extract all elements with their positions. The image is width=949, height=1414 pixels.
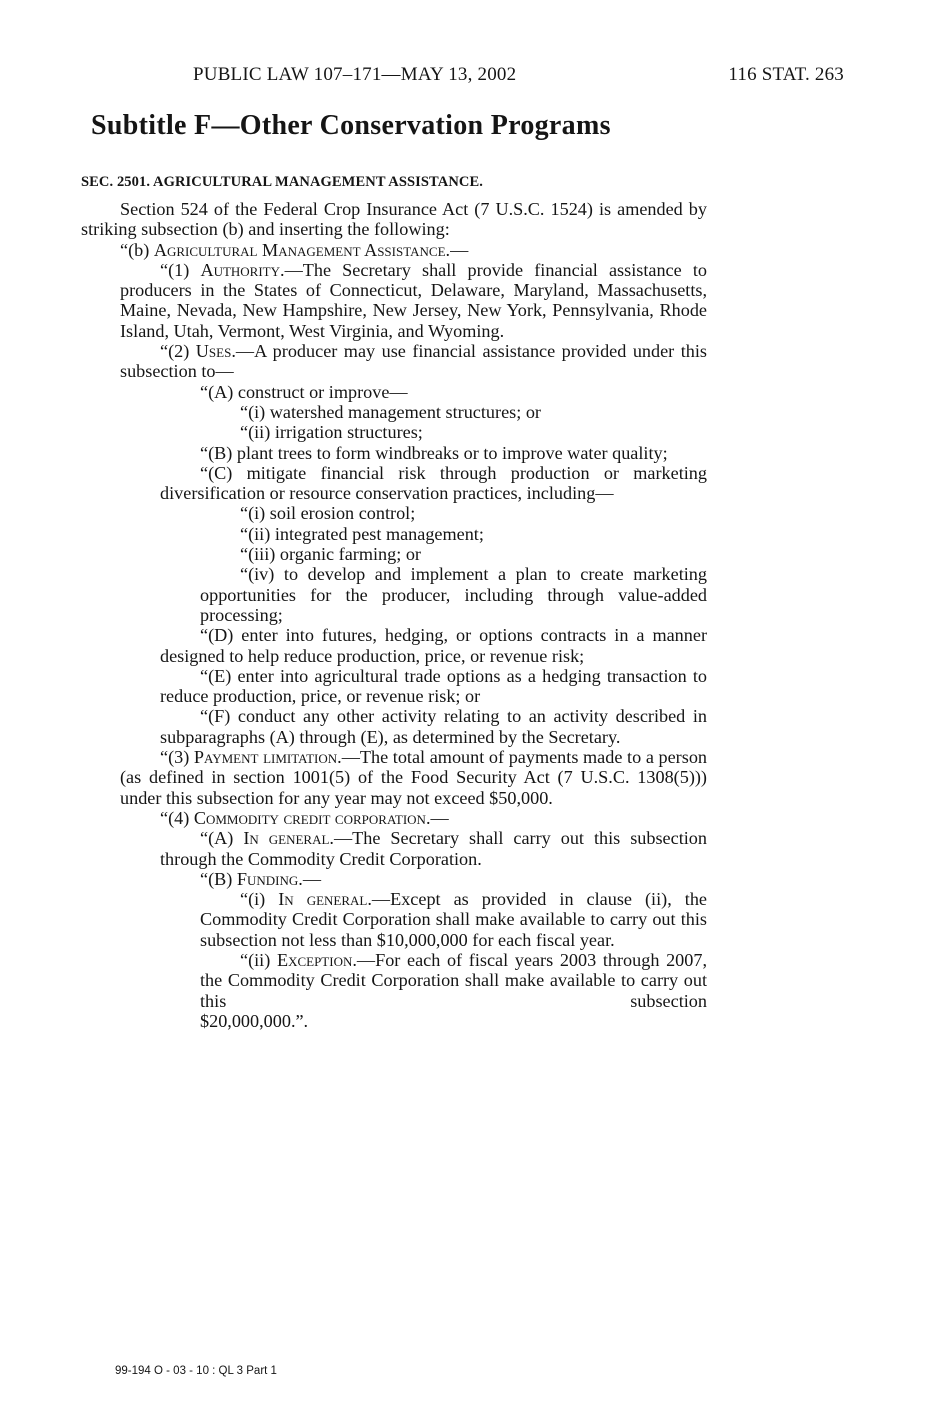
clause-c-i: “(i) soil erosion control;	[240, 503, 416, 524]
clause-a-i: “(i) watershed management structures; or	[240, 401, 541, 422]
clause-4b-ii-amount: $20,000,000.”.	[200, 1010, 309, 1031]
clause-c-iv: “(iv) to develop and implement a plan to create marketing opportunities for the producer, including through value-added processing;	[200, 564, 707, 625]
subparagraph-4a-in-general: “(A) In general.—The Secretary shall carry out this subsection through the Commodity Credit Corporation.	[160, 828, 707, 869]
page-number-stat: 116 STAT. 263	[728, 64, 844, 85]
paragraph-4-commodity-credit-corporation: “(4) Commodity credit corporation.—	[160, 807, 449, 828]
intro-paragraph: Section 524 of the Federal Crop Insurance Act (7 U.S.C. 1524) is amended by striking subsection (b) and inserting the following:	[81, 199, 707, 240]
clause-c-iii: “(iii) organic farming; or	[240, 544, 421, 565]
clause-4b-i-in-general: “(i) In general.—Except as provided in clause (ii), the Commodity Credit Corporation shall make available to carry out this subsection not less than $10,000,000 for each fiscal year.	[200, 889, 707, 950]
subparagraph-c: “(C) mitigate financial risk through production or marketing diversification or resource conservation practices, including—	[160, 462, 707, 504]
subparagraph-f: “(F) conduct any other activity relating to an activity described in subparagraphs (A) through (E), as determined by the Secretary.	[160, 706, 707, 747]
running-header-left: PUBLIC LAW 107–171—MAY 13, 2002	[193, 64, 517, 85]
subparagraph-a: “(A) construct or improve—	[200, 381, 408, 402]
subparagraph-b: “(B) plant trees to form windbreaks or to improve water quality;	[200, 442, 668, 463]
subsection-b-heading: “(b) Agricultural Management Assistance.—	[120, 239, 469, 260]
paragraph-2-uses: “(2) Uses.—A producer may use financial assistance provided under this subsection to—	[120, 341, 707, 382]
subparagraph-e: “(E) enter into agricultural trade options as a hedging transaction to reduce production, price, or revenue risk; or	[160, 665, 707, 707]
clause-4b-ii-exception: “(ii) Exception.—For each of fiscal years 2003 through 2007, the Commodity Credit Corporation shall make available to carry out this subsection	[200, 949, 707, 1011]
section-body	[0, 199, 949, 1031]
subparagraph-4b-funding: “(B) Funding.—	[200, 868, 321, 889]
subtitle-heading: Subtitle F—Other Conservation Programs	[91, 110, 611, 141]
print-job-code: 99-194 O - 03 - 10 : QL 3 Part 1	[115, 1365, 277, 1377]
paragraph-1-authority: “(1) Authority.—The Secretary shall provide financial assistance to producers in the States of Connecticut, Delaware, Maryland, Massachusetts, Maine, Nevada, New Hampshire, New Jersey, New York, Pennsylvania, Rhode Island, Utah, Vermont, West Virginia, and Wyoming.	[120, 259, 707, 341]
clause-c-ii: “(ii) integrated pest management;	[240, 523, 484, 544]
section-heading: SEC. 2501. AGRICULTURAL MANAGEMENT ASSISTANCE.	[81, 174, 483, 190]
subparagraph-d: “(D) enter into futures, hedging, or options contracts in a manner designed to help reduce production, price, or revenue risk;	[160, 625, 707, 666]
paragraph-3-payment-limitation: “(3) Payment limitation.—The total amount of payments made to a person (as defined in section 1001(5) of the Food Security Act (7 U.S.C. 1308(5))) under this subsection for any year may not exceed $50,000.	[120, 747, 708, 808]
clause-a-ii: “(ii) irrigation structures;	[240, 422, 423, 443]
